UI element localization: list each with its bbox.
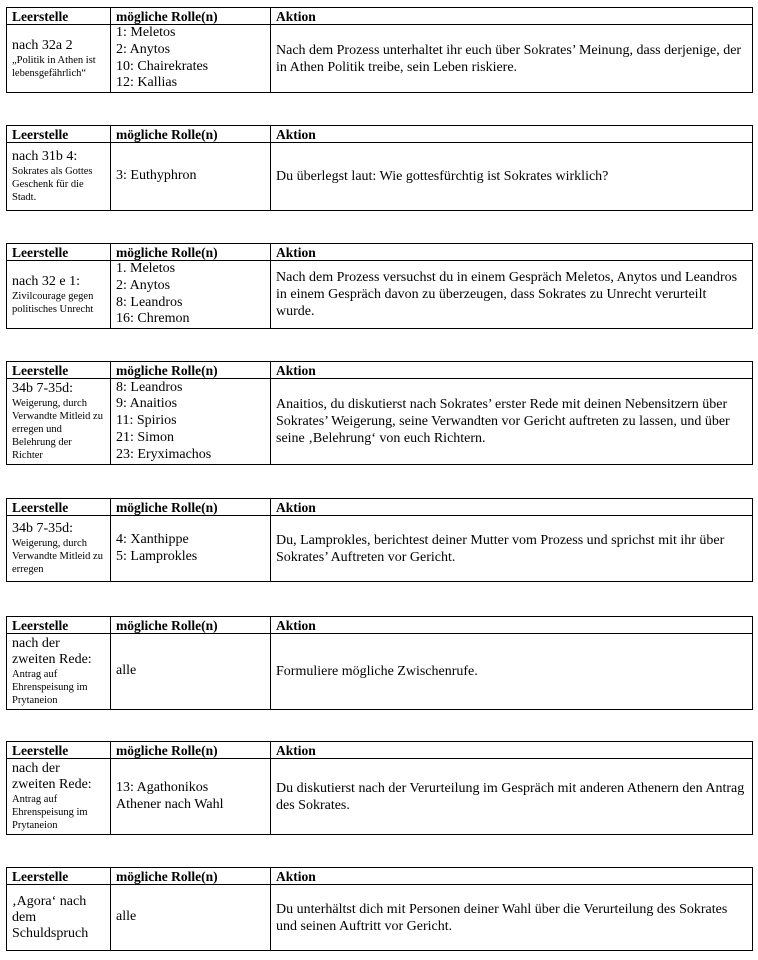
role-item: Athener nach Wahl <box>116 796 224 812</box>
roles-cell <box>111 379 271 465</box>
reference-main: nach 31b 4: <box>12 149 78 164</box>
reference-main: 34b 7-35d: <box>12 521 74 536</box>
header-aktion: Aktion <box>271 742 753 759</box>
action-cell: Du unterhältst dich mit Personen deiner Wahl über die Verurteilung des Sokrates und seinen Auftritt vor Gericht. <box>271 885 753 951</box>
reference-description: Weigerung, durch Verwandte Mitleid zu erregen und Belehrung der Richter <box>12 398 103 461</box>
leerstelle-cell <box>7 261 111 329</box>
header-leerstelle: Leerstelle <box>7 868 111 885</box>
role-item: 23: Eryximachos <box>116 446 212 462</box>
reference-description: Weigerung, durch Verwandte Mitleid zu erregen <box>12 538 103 575</box>
header-rollen: mögliche Rolle(n) <box>111 617 271 634</box>
role-item: alle <box>116 909 137 925</box>
roles-cell <box>111 516 271 582</box>
table-row <box>7 261 753 329</box>
role-item: 21: Simon <box>116 429 174 445</box>
header-aktion: Aktion <box>271 362 753 379</box>
reference-main: nach der zweiten Rede: <box>12 761 92 792</box>
role-item: alle <box>116 663 137 679</box>
header-aktion: Aktion <box>271 126 753 143</box>
table-row <box>7 143 753 211</box>
action-cell: Formuliere mögliche Zwischenrufe. <box>271 634 753 710</box>
header-aktion: Aktion <box>271 868 753 885</box>
role-item: 2: Anytos <box>116 277 171 293</box>
reference-main: nach 32a 2 <box>12 37 73 53</box>
roles-cell <box>111 25 271 93</box>
table-header-row <box>7 362 753 379</box>
role-item: 5: Lamprokles <box>116 548 198 564</box>
leerstelle-cell <box>7 634 111 710</box>
table-header-row <box>7 868 753 885</box>
header-leerstelle: Leerstelle <box>7 499 111 516</box>
roles-cell <box>111 143 271 211</box>
reference-description: Sokrates als Gottes Geschenk für die Stadt. <box>12 166 93 203</box>
header-rollen: mögliche Rolle(n) <box>111 742 271 759</box>
header-rollen: mögliche Rolle(n) <box>111 8 271 25</box>
header-aktion: Aktion <box>271 617 753 634</box>
action-cell: Du, Lamprokles, berichtest deiner Mutter vom Prozess und sprichst mit ihr über Sokrates’ Auftreten vor Gericht. <box>271 516 753 582</box>
header-aktion: Aktion <box>271 244 753 261</box>
table-header-row <box>7 617 753 634</box>
table-header-row <box>7 742 753 759</box>
table-row <box>7 25 753 93</box>
role-table <box>6 361 753 465</box>
table-header-row <box>7 126 753 143</box>
table-row <box>7 516 753 582</box>
header-aktion: Aktion <box>271 8 753 25</box>
roles-cell <box>111 759 271 835</box>
header-rollen: mögliche Rolle(n) <box>111 362 271 379</box>
role-table <box>6 867 753 951</box>
reference-description: „Politik in Athen ist lebensgefährlich“ <box>12 54 96 79</box>
role-item: 4: Xanthippe <box>116 531 189 547</box>
role-table <box>6 616 753 710</box>
roles-cell <box>111 634 271 710</box>
header-aktion: Aktion <box>271 499 753 516</box>
leerstelle-cell <box>7 885 111 951</box>
table-header-row <box>7 8 753 25</box>
role-item: 11: Spirios <box>116 413 177 429</box>
role-table <box>6 243 753 329</box>
role-table <box>6 741 753 835</box>
role-item: 10: Chairekrates <box>116 58 209 74</box>
role-item: 12: Kallias <box>116 75 178 91</box>
roles-cell <box>111 885 271 951</box>
role-item: 1. Meletos <box>116 261 176 276</box>
roles-cell <box>111 261 271 329</box>
table-row <box>7 379 753 465</box>
role-item: 9: Anaitios <box>116 396 178 412</box>
header-leerstelle: Leerstelle <box>7 8 111 25</box>
action-cell: Du überlegst laut: Wie gottesfürchtig ist Sokrates wirklich? <box>271 143 753 211</box>
table-row <box>7 759 753 835</box>
role-item: 16: Chremon <box>116 311 190 327</box>
action-cell: Du diskutierst nach der Verurteilung im Gespräch mit anderen Athenern den Antrag des Sokrates. <box>271 759 753 835</box>
role-item: 2: Anytos <box>116 41 171 57</box>
leerstelle-cell <box>7 25 111 93</box>
table-row <box>7 634 753 710</box>
role-item: 8: Leandros <box>116 294 183 310</box>
reference-description: Antrag auf Ehrenspeisung im Prytaneion <box>12 794 88 831</box>
reference-description: Zivilcourage gegen politisches Unrecht <box>12 290 94 315</box>
header-rollen: mögliche Rolle(n) <box>111 126 271 143</box>
header-leerstelle: Leerstelle <box>7 362 111 379</box>
role-table <box>6 125 753 211</box>
reference-main: 34b 7-35d: <box>12 381 74 396</box>
role-item: 1: Meletos <box>116 25 176 40</box>
leerstelle-cell <box>7 143 111 211</box>
leerstelle-cell <box>7 759 111 835</box>
leerstelle-cell <box>7 379 111 465</box>
reference-description: Antrag auf Ehrenspeisung im Prytaneion <box>12 669 88 706</box>
role-table <box>6 498 753 582</box>
table-header-row <box>7 499 753 516</box>
table-header-row <box>7 244 753 261</box>
header-leerstelle: Leerstelle <box>7 126 111 143</box>
table-row <box>7 885 753 951</box>
action-cell: Nach dem Prozess versuchst du in einem Gespräch Meletos, Anytos und Leandros in einem Gespräch davon zu überzeugen, dass Sokrates zu Unrecht verurteilt wurde. <box>271 261 753 329</box>
header-leerstelle: Leerstelle <box>7 617 111 634</box>
header-leerstelle: Leerstelle <box>7 742 111 759</box>
role-item: 3: Euthyphron <box>116 168 197 184</box>
action-cell: Nach dem Prozess unterhaltet ihr euch über Sokrates’ Meinung, dass derjenige, der in Athen Politik treibe, sein Leben riskiere. <box>271 25 753 93</box>
header-rollen: mögliche Rolle(n) <box>111 499 271 516</box>
reference-main: nach der zweiten Rede: <box>12 636 92 667</box>
header-leerstelle: Leerstelle <box>7 244 111 261</box>
role-table <box>6 7 753 93</box>
leerstelle-cell <box>7 516 111 582</box>
header-rollen: mögliche Rolle(n) <box>111 868 271 885</box>
reference-main: nach 32 e 1: <box>12 273 81 289</box>
header-rollen: mögliche Rolle(n) <box>111 244 271 261</box>
action-cell: Anaitios, du diskutierst nach Sokrates’ erster Rede mit deinen Nebensitzern über Sokrates’ Weigerung, seine Verwandten vor Gericht auftreten zu lassen, und über seine ‚Belehrung‘ von euch Richtern. <box>271 379 753 465</box>
reference-main: ‚Agora‘ nach dem Schuldspruch <box>12 893 89 941</box>
role-item: 13: Agathonikos <box>116 779 209 795</box>
role-item: 8: Leandros <box>116 379 183 395</box>
